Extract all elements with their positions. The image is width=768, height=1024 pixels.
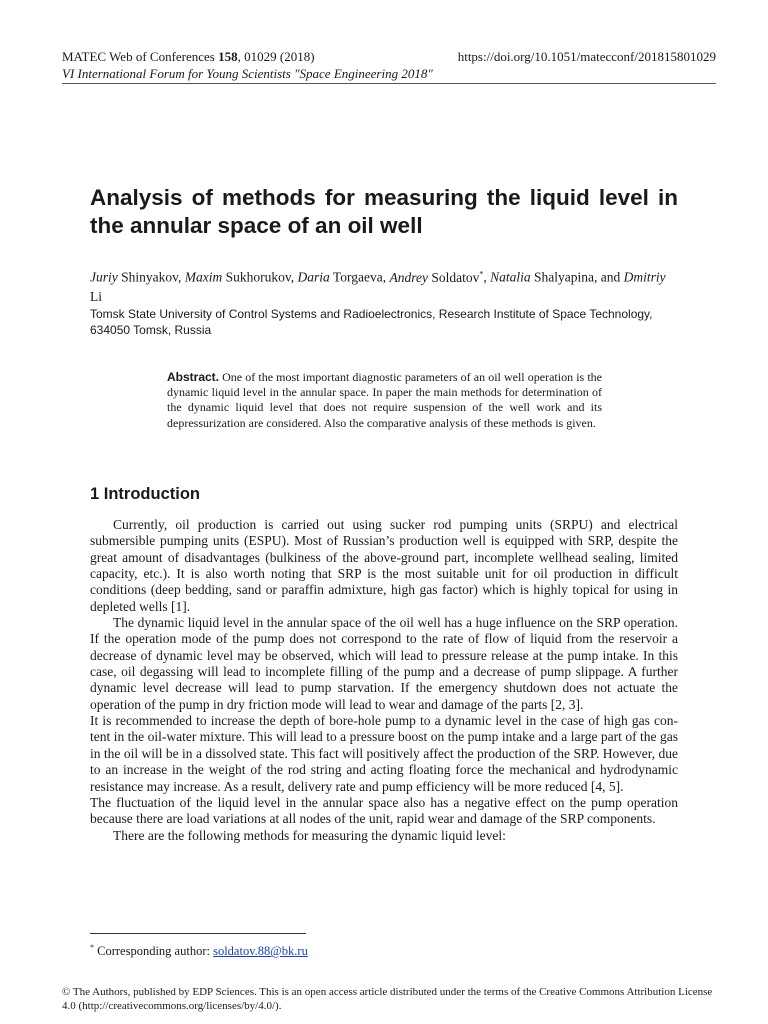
author-name bbox=[185, 270, 291, 285]
author-first-name: Andrey bbox=[389, 269, 428, 285]
footnote bbox=[90, 940, 678, 959]
journal-citation: MATEC Web of Conferences 158, 01029 (2018) bbox=[62, 49, 315, 64]
footnote-mark: * bbox=[90, 943, 94, 952]
abstract bbox=[167, 370, 602, 431]
author-first-name: Maxim bbox=[184, 269, 223, 285]
header-top-row bbox=[62, 48, 716, 65]
journal-volume: 158 bbox=[218, 49, 238, 64]
body-paragraph: It is recommended to increase the depth of bore-hole pump to a dynamic level in the case of high gas con-tent in the oil-water mixture. This will lead to a pressure boost on the pump intake and a large part of the gas in the oil will be in a dissolved state. This fact will positively affect the production of the SRP. However, due to an increase in the weight of the rod string and acting floating force the mechanical and hydrodynamic resistance may increase. As a result, delivery rate and pump efficiency will be more reduced [4, 5]. bbox=[90, 713, 678, 794]
author-separator: , bbox=[178, 269, 185, 285]
author-separator: , bbox=[483, 269, 491, 285]
page-header bbox=[62, 48, 716, 82]
author-name bbox=[90, 270, 178, 285]
author-first-name: Natalia bbox=[490, 269, 531, 285]
corresponding-author-mark: * bbox=[479, 269, 484, 278]
footnote-divider bbox=[90, 933, 306, 934]
author-last-name: Shinyakov bbox=[121, 269, 178, 285]
doi-link[interactable]: https://doi.org/10.1051/matecconf/201815801029 bbox=[457, 49, 716, 64]
author-last-name: Shalyapina bbox=[533, 269, 594, 285]
forum-name: VI International Forum for Young Scientists "Space Engineering 2018" bbox=[62, 66, 433, 81]
body-paragraph: Currently, oil production is carried out using sucker rod pumping units (SRPU) and electrical submersible pumping units (ESPU). Most of Russian’s production well is equipped with SRP, despite the great amount of disadvantages (bulkiness of the above-ground part, incomplete wellhead sealing, limited capacity, etc.). It is also worth noting that SRP is the most suitable unit for oil production in difficult conditions (deep bedding, sand or paraffin admixture, high gas factor) which is highly topical for using in depleted wells [1]. bbox=[90, 517, 678, 614]
affiliation: Tomsk State University of Control Systems and Radioelectronics, Research Institute of Space Technology, 634050 Tomsk, Russia bbox=[90, 307, 653, 337]
body-paragraph: The fluctuation of the liquid level in the annular space also has a negative effect on the pump operation because there are load variations at all nodes of the unit, rapid wear and damage of the SRP components. bbox=[90, 794, 678, 827]
author-list bbox=[90, 264, 678, 306]
author-name bbox=[490, 270, 594, 285]
author-name bbox=[389, 270, 483, 285]
author-name bbox=[298, 270, 383, 285]
author-first-name: Dmitriy bbox=[623, 269, 666, 285]
corresponding-author-email-link[interactable]: soldatov.88@bk.ru bbox=[213, 944, 308, 959]
author-last-name: Torgaeva bbox=[332, 269, 383, 285]
section-body bbox=[90, 517, 678, 844]
author-separator: , bbox=[382, 269, 390, 285]
header-divider bbox=[62, 83, 716, 84]
body-paragraph: The dynamic liquid level in the annular space of the oil well has a huge influence on the SRP operation. If the operation mode of the pump does not correspond to the rate of flow of liquid from the reservoir a decrease of dynamic level may be observed, which will lead to pressure release at the pump intake. In this case, oil degassing will lead to incomplete filling of the pump and a decrease of pump slippage. A further dynamic level decrease will lead to pump starvation. If the emergency shutdown does not actuate the operation of the pump in dry friction mode will lead to wear and damage of the parts [2, 3]. bbox=[90, 615, 678, 712]
paper-title: Analysis of methods for measuring the liquid level in the annular space of an oil well bbox=[90, 185, 678, 238]
author-last-name: Li bbox=[90, 288, 102, 304]
license-notice: © The Authors, published by EDP Sciences. This is an open access article distributed under the terms of the Creative Commons Attribution License 4.0 (http://creativecommons.org/licenses/by/4.0/). bbox=[62, 986, 713, 1012]
author-last-name: Soldatov bbox=[431, 269, 480, 285]
author-last-name: Sukhorukov bbox=[225, 269, 291, 285]
author-separator: , bbox=[290, 269, 298, 285]
author-first-name: Daria bbox=[297, 269, 330, 285]
footnote-label: Corresponding author: bbox=[94, 944, 214, 959]
abstract-text: One of the most important diagnostic parameters of an oil well operation is the dynamic liquid level in the annular space. In paper the main methods for determination of the dynamic liquid level that does not require suspension of the well work and its depressurization are considered. Also the comparative analysis of these methods is given. bbox=[167, 370, 602, 430]
abstract-label: Abstract. bbox=[167, 370, 220, 384]
author-separator: , and bbox=[593, 269, 624, 285]
section-heading: 1 Introduction bbox=[90, 485, 200, 503]
author-first-name: Juriy bbox=[90, 269, 118, 285]
body-paragraph: There are the following methods for measuring the dynamic liquid level: bbox=[113, 827, 506, 843]
